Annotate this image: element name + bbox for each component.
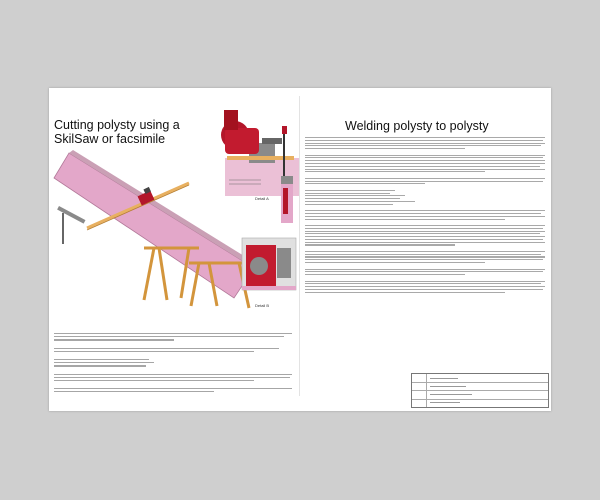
title-block [411, 373, 549, 408]
detail-a-section [281, 176, 293, 223]
foam-board [54, 153, 254, 298]
detail-b-illustration [242, 238, 296, 290]
right-page-title: Welding polysty to polysty [345, 119, 489, 133]
detail-b-label: Detail B [255, 303, 270, 308]
left-page-title: Cutting polysty using a SkilSaw or facsimile [54, 118, 180, 146]
right-body-text [305, 137, 545, 294]
detail-a-label: Detail A [255, 196, 269, 201]
left-body-text [54, 333, 294, 394]
document-sheet [49, 88, 551, 411]
